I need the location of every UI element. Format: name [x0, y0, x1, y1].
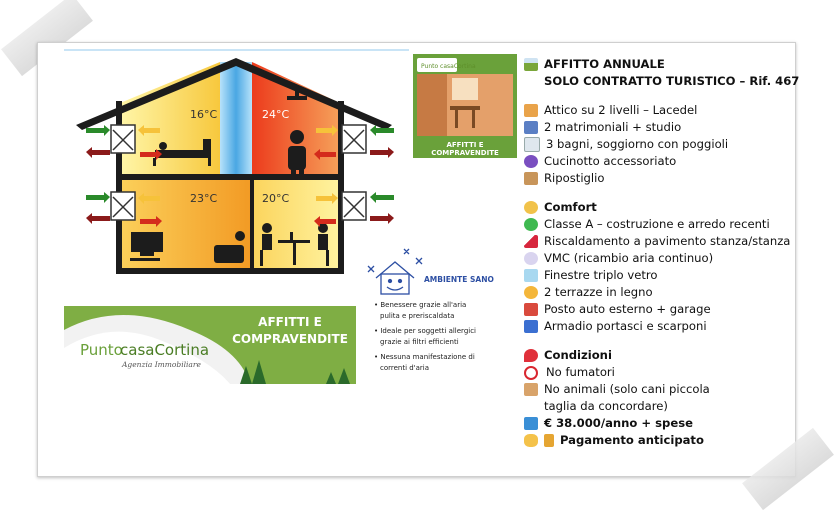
comfort-7: Armadio portasci e scarponi — [524, 318, 814, 335]
pointing-hand-icon — [524, 434, 538, 447]
comfort-heading: Comfort — [524, 199, 814, 216]
feature-3: 3 bagni, soggiorno con poggioli — [524, 136, 814, 153]
temp-top-right: 24°C — [262, 108, 290, 121]
conditions-heading: Condizioni — [524, 347, 814, 364]
box-icon — [524, 172, 538, 185]
agency-banner — [64, 306, 356, 384]
condition-price: € 38.000/anno + spese — [524, 415, 814, 432]
thumb-title-2: COMPRAVENDITE — [431, 149, 499, 157]
temp-top-left: 16°C — [190, 108, 218, 121]
bed-icon — [524, 121, 538, 134]
pet-icon — [524, 383, 538, 396]
pushpin-icon — [524, 349, 538, 362]
window-icon — [524, 269, 538, 282]
ambient-bullet-3b: correnti d'aria — [380, 364, 430, 372]
ambiente-sano — [364, 248, 516, 384]
money-icon — [524, 417, 538, 430]
listing-text — [524, 56, 814, 449]
smile-icon — [524, 286, 538, 299]
comfort-3: VMC (ricambio aria continuo) — [524, 250, 814, 267]
comfort-2: Riscaldamento a pavimento stanza/stanza — [524, 233, 814, 250]
temp-bottom-left: 23°C — [190, 192, 218, 205]
ambient-title: AMBIENTE SANO — [424, 275, 494, 284]
banner-title-1: AFFITTI E — [258, 315, 322, 329]
comfort-4: Finestre triplo vetro — [524, 267, 814, 284]
key-icon — [544, 434, 554, 447]
comfort-1: Classe A – costruzione e arredo recenti — [524, 216, 814, 233]
condition-no-smokers: No fumatori — [524, 364, 814, 381]
feature-1: Attico su 2 livelli – Lacedel — [524, 102, 814, 119]
feature-4: Cucinotto accessoriato — [524, 153, 814, 170]
comfort-6: Posto auto esterno + garage — [524, 301, 814, 318]
condition-payment: Pagamento anticipato — [524, 432, 814, 449]
ambient-bullet-2a: • Ideale per soggetti allergici — [374, 327, 476, 335]
green-circle-icon — [524, 218, 538, 231]
sparkle-icon — [524, 201, 538, 214]
feature-2: 2 matrimoniali + studio — [524, 119, 814, 136]
svg-text:Punto casaCortina: Punto casaCortina — [421, 63, 476, 70]
ambient-bullet-2b: grazie ai filtri efficienti — [380, 338, 459, 346]
brand-tagline: Agenzia Immobiliare — [122, 360, 201, 369]
comfort-5: 2 terrazze in legno — [524, 284, 814, 301]
bathtub-icon — [524, 137, 540, 152]
ambient-bullet-1a: • Benessere grazie all'aria — [374, 301, 467, 309]
feature-5: Ripostiglio — [524, 170, 814, 187]
car-icon — [524, 303, 538, 316]
listing-header-2: SOLO CONTRATTO TURISTICO – Rif. 467 — [544, 74, 800, 88]
house-icon — [524, 104, 538, 117]
thermometer-icon — [524, 235, 538, 248]
ski-boot-icon — [524, 320, 538, 333]
prohibited-icon — [524, 366, 538, 380]
header-line-1 — [524, 56, 814, 73]
banner-title-2: COMPRAVENDITE — [232, 332, 348, 346]
magnifier-icon — [524, 155, 538, 168]
ambient-bullet-1b: pulita e preriscaldata — [380, 312, 455, 320]
house-diagram — [76, 58, 392, 274]
condition-no-animals-cont: taglia da concordare) — [544, 399, 668, 413]
temp-bottom-right: 20°C — [262, 192, 290, 205]
listing-header-1: AFFITTO ANNUALE — [544, 57, 665, 71]
condition-no-animals: No animali (solo cani piccola — [524, 381, 814, 398]
brand-name-2: casaCortina — [120, 341, 210, 359]
header-line-2 — [524, 73, 814, 90]
mountain-icon — [524, 58, 538, 71]
snowflake-icon — [524, 252, 538, 265]
brand-name-1: Punto — [80, 341, 123, 359]
thumb-title-1: AFFITTI E — [446, 141, 484, 149]
ambient-bullet-3a: • Nessuna manifestazione di — [374, 353, 475, 361]
